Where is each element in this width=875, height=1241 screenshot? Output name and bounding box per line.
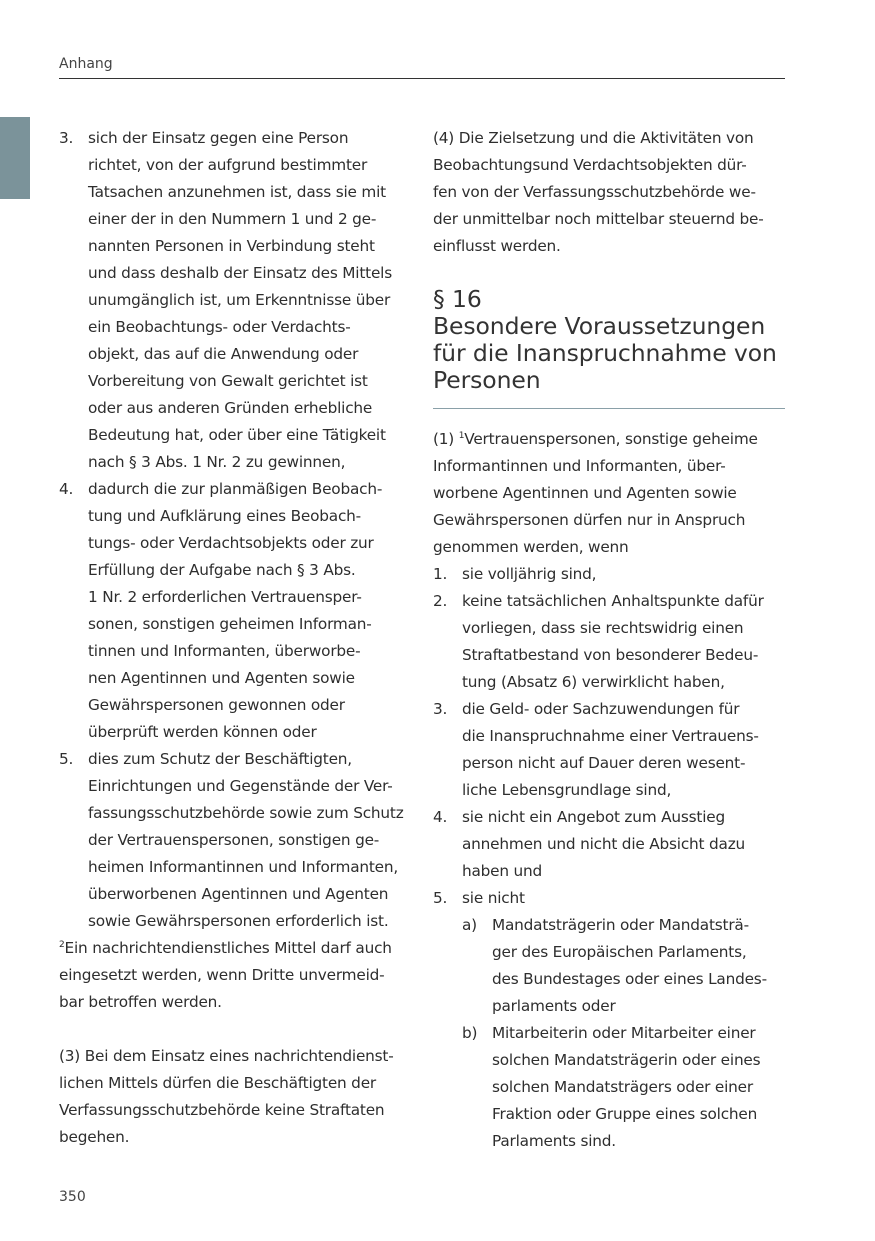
text-line: bar betroffen werden. [59, 993, 222, 1011]
text-line: Beobachtungsund Verdachtsobjekten dür- [433, 156, 747, 174]
text-line: (4) Die Zielsetzung und die Aktivitäten von [433, 129, 754, 147]
text-line: nen Agentinnen und Agenten sowie [88, 669, 355, 687]
condition-item-2 [433, 588, 785, 696]
paragraph-1 [433, 426, 785, 561]
list-text [88, 125, 411, 476]
section-title-line: Personen [433, 366, 541, 394]
section-heading [433, 286, 785, 394]
list-number: 2. [433, 592, 448, 610]
text-line: einer der in den Nummern 1 und 2 ge- [88, 210, 377, 228]
text-line: sie volljährig sind, [462, 565, 597, 583]
text-line: nach § 3 Abs. 1 Nr. 2 zu gewinnen, [88, 453, 346, 471]
text-line: Einrichtungen und Gegenstände der Ver- [88, 777, 393, 795]
text-line: lichen Mittels dürfen die Beschäftigten der [59, 1074, 376, 1092]
text-line: Mandatsträgerin oder Mandatsträ- [492, 916, 749, 934]
text-line: person nicht auf Dauer deren wesent- [462, 754, 746, 772]
text-line: die Geld- oder Sachzuwendungen für [462, 700, 740, 718]
list-number: 1. [433, 565, 448, 583]
text-span: Vertrauenspersonen, sonstige geheime [464, 430, 758, 448]
text-line: überworbenen Agentinnen und Agenten [88, 885, 389, 903]
left-column [59, 125, 411, 1151]
text-line: richtet, von der aufgrund bestimmter [88, 156, 368, 174]
text-line: oder aus anderen Gründen erhebliche [88, 399, 373, 417]
list-number: 5. [433, 889, 448, 907]
text-line: und dass deshalb der Einsatz des Mittels [88, 264, 392, 282]
section-number: § 16 [433, 285, 482, 313]
text-line: solchen Mandatsträgerin oder eines [492, 1051, 761, 1069]
text-line: annehmen und nicht die Absicht dazu [462, 835, 746, 853]
page-number: 350 [59, 1189, 86, 1205]
chapter-tab-marker [0, 117, 30, 199]
text-line: Fraktion oder Gruppe eines solchen [492, 1105, 758, 1123]
text-line: liche Lebensgrundlage sind, [462, 781, 672, 799]
text-line: 1 Nr. 2 erforderlichen Vertrauensper- [88, 588, 362, 606]
list-number: 3. [59, 129, 74, 147]
text-line: tung (Absatz 6) verwirklicht haben, [462, 673, 725, 691]
text-line: Informantinnen und Informanten, über- [433, 457, 726, 475]
paragraph-4 [433, 125, 785, 260]
condition-item-5 [433, 885, 785, 1155]
text-line: Mitarbeiterin oder Mitarbeiter einer [492, 1024, 756, 1042]
text-line [59, 935, 411, 962]
text-line: Bedeutung hat, oder über eine Tätigkeit [88, 426, 386, 444]
condition-item-1 [433, 561, 785, 588]
text-line: Verfassungsschutzbehörde keine Straftaten [59, 1101, 385, 1119]
text-line: eingesetzt werden, wenn Dritte unvermeid- [59, 966, 385, 984]
list-item-4 [59, 476, 411, 746]
condition-item-3 [433, 696, 785, 804]
list-number: 5. [59, 750, 74, 768]
text-line: objekt, das auf die Anwendung oder [88, 345, 359, 363]
header-rule [59, 78, 785, 79]
text-line: sie nicht ein Angebot zum Ausstieg [462, 808, 725, 826]
list-number: 3. [433, 700, 448, 718]
text-line: der unmittelbar noch mittelbar steuernd be- [433, 210, 764, 228]
text-line: sie nicht [462, 889, 525, 907]
sub-item-letter: b) [462, 1024, 478, 1042]
list-text [88, 746, 411, 935]
condition-item-4 [433, 804, 785, 885]
text-line: parlaments oder [492, 997, 616, 1015]
text-line: Gewährspersonen gewonnen oder [88, 696, 345, 714]
text-line: heimen Informantinnen und Informanten, [88, 858, 399, 876]
text-line: genommen werden, wenn [433, 538, 629, 556]
section-title-line: für die Inanspruchnahme von [433, 339, 777, 367]
text-line: einflusst werden. [433, 237, 561, 255]
text-line: ger des Europäischen Parlaments, [492, 943, 747, 961]
running-header: Anhang [59, 56, 113, 72]
text-line: sonen, sonstigen geheimen Informan- [88, 615, 372, 633]
text-line: tungs- oder Verdachtsobjekts oder zur [88, 534, 374, 552]
text-line: (3) Bei dem Einsatz eines nachrichtendienst- [59, 1047, 394, 1065]
text-line: die Inanspruchnahme einer Vertrauens- [462, 727, 759, 745]
text-line: Gewährspersonen dürfen nur in Anspruch [433, 511, 746, 529]
sub-item-letter: a) [462, 916, 477, 934]
text-span: Ein nachrichtendienstliches Mittel darf auch [64, 939, 392, 957]
sub-item-a [462, 912, 785, 1020]
list-number: 4. [59, 480, 74, 498]
paragraph-3 [59, 1043, 411, 1151]
section-title-line: Besondere Voraussetzungen [433, 312, 766, 340]
text-line: dadurch die zur planmäßigen Beobach- [88, 480, 383, 498]
sentence-marker: 2 [59, 940, 65, 950]
list-number: 4. [433, 808, 448, 826]
text-line: solchen Mandatsträgers oder einer [492, 1078, 753, 1096]
text-line: überprüft werden können oder [88, 723, 317, 741]
list-text [88, 476, 411, 746]
section-rule [433, 408, 785, 409]
text-line: keine tatsächlichen Anhaltspunkte dafür [462, 592, 764, 610]
text-line: tinnen und Informanten, überworbe- [88, 642, 361, 660]
text-line: haben und [462, 862, 543, 880]
text-line: Erfüllung der Aufgabe nach § 3 Abs. [88, 561, 356, 579]
text-line: Tatsachen anzunehmen ist, dass sie mit [88, 183, 386, 201]
right-column [433, 125, 785, 1155]
text-line: Parlaments sind. [492, 1132, 616, 1150]
text-line [433, 426, 785, 453]
text-line: fen von der Verfassungsschutzbehörde we- [433, 183, 756, 201]
text-line: fassungsschutzbehörde sowie zum Schutz [88, 804, 404, 822]
text-line: tung und Aufklärung eines Beobach- [88, 507, 361, 525]
text-line: Straftatbestand von besonderer Bedeu- [462, 646, 759, 664]
text-line: dies zum Schutz der Beschäftigten, [88, 750, 352, 768]
list-item-5 [59, 746, 411, 935]
text-line: des Bundestages oder eines Landes- [492, 970, 767, 988]
list-item-3 [59, 125, 411, 476]
sentence-marker: 1 [458, 431, 465, 441]
text-line: ein Beobachtungs- oder Verdachts- [88, 318, 351, 336]
text-line: der Vertrauenspersonen, sonstigen ge- [88, 831, 380, 849]
sub-item-b [462, 1020, 785, 1155]
text-line: worbene Agentinnen und Agenten sowie [433, 484, 737, 502]
text-line: sich der Einsatz gegen eine Person [88, 129, 349, 147]
spacer [59, 1016, 411, 1043]
sentence-2 [59, 935, 411, 1016]
text-line: sowie Gewährspersonen erforderlich ist. [88, 912, 389, 930]
paragraph-number: (1) [433, 430, 459, 448]
text-line: nannten Personen in Verbindung steht [88, 237, 375, 255]
text-line: vorliegen, dass sie rechtswidrig einen [462, 619, 744, 637]
text-line: Vorbereitung von Gewalt gerichtet ist [88, 372, 368, 390]
text-line: unumgänglich ist, um Erkenntnisse über [88, 291, 391, 309]
text-line: begehen. [59, 1128, 130, 1146]
